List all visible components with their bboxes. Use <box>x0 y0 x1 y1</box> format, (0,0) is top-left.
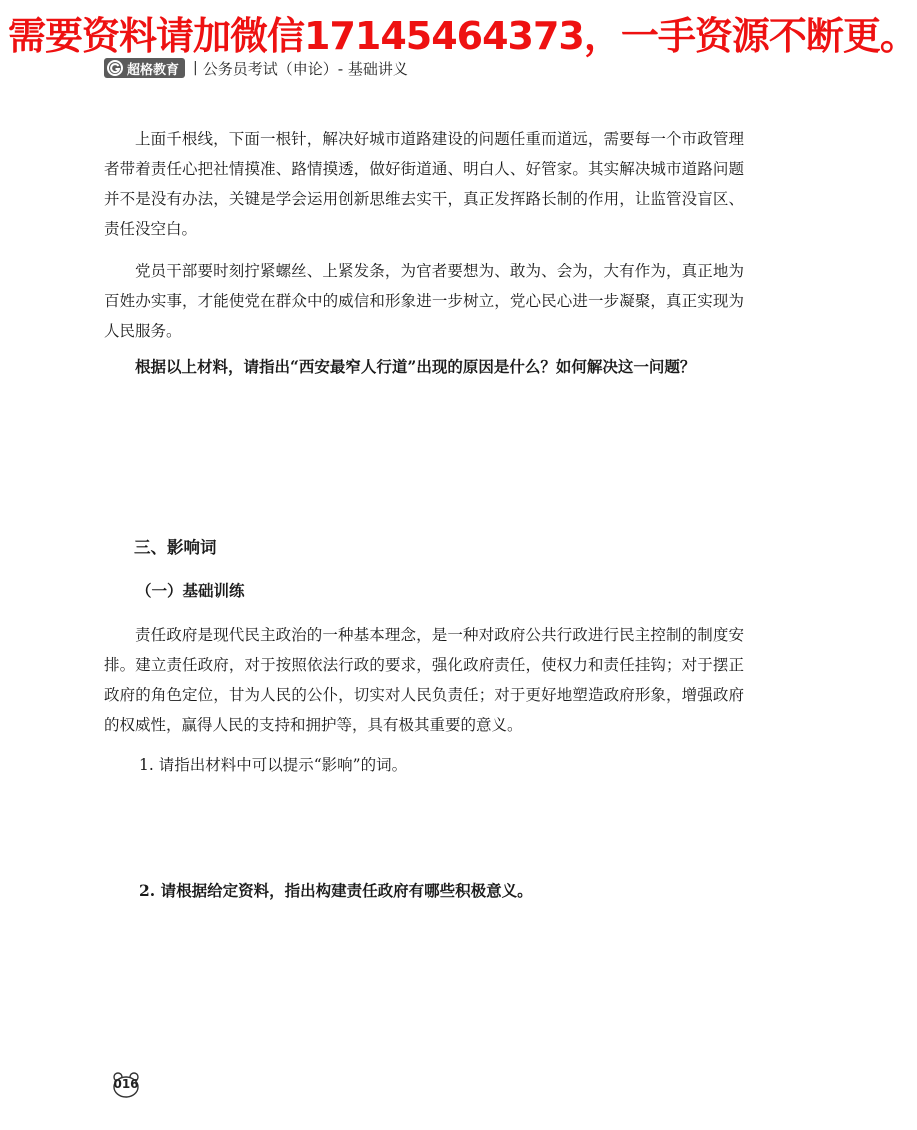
question-2: 2. 请根据给定资料，指出构建责任政府有哪些积极意义。 <box>139 881 533 900</box>
page-number-text: 016 <box>113 1077 139 1091</box>
material-paragraph-2: 党员干部要时刻拧紧螺丝、上紧发条，为官者要想为、敢为、会为，大有作为，真正地为百姓办实事，才能使党在群众中的威信和形象进一步树立，党心民心进一步凝聚，真正实现为人民服务。 <box>104 262 744 340</box>
section-paragraph: 责任政府是现代民主政治的一种基本理念，是一种对政府公共行政进行民主控制的制度安排。建立责任政府，对于按照依法行政的要求，强化政府责任，使权力和责任挂钩；对于摆正政府的角色定位，甘为人民的公仆，切实对人民负责任；对于更好地塑造政府形象，增强政府的权威性，赢得人民的支持和拥护等，具有极其重要的意义。 <box>104 626 744 734</box>
publisher-logo <box>104 58 185 78</box>
logo-text: 超格教育 <box>127 62 180 78</box>
material-question: 根据以上材料，请指出“西安最窄人行道”出现的原因是什么？如何解决这一问题？ <box>135 357 696 376</box>
section-subtitle: （一）基础训练 <box>136 582 245 600</box>
logo-mark-icon <box>107 60 123 76</box>
header-title: 公务员考试（申论）- 基础讲义 <box>202 59 408 78</box>
page-header <box>104 56 408 80</box>
page-number <box>112 1071 140 1099</box>
question-1: 1. 请指出材料中可以提示“影响”的词。 <box>139 756 408 774</box>
watermark-banner: 需要资料请加微信17145464373，一手资源不断更。 <box>8 14 917 58</box>
header-separator: | <box>193 60 198 76</box>
material-paragraph-1: 上面千根线，下面一根针，解决好城市道路建设的问题任重而道远，需要每一个市政管理者带着责任心把社情摸准、路情摸透，做好街道通、明白人、好管家。其实解决城市道路问题并不是没有办法，关键是学会运用创新思维去实干，真正发挥路长制的作用，让监管没盲区、责任没空白。 <box>104 130 744 238</box>
section-title: 三、影响词 <box>134 538 217 557</box>
